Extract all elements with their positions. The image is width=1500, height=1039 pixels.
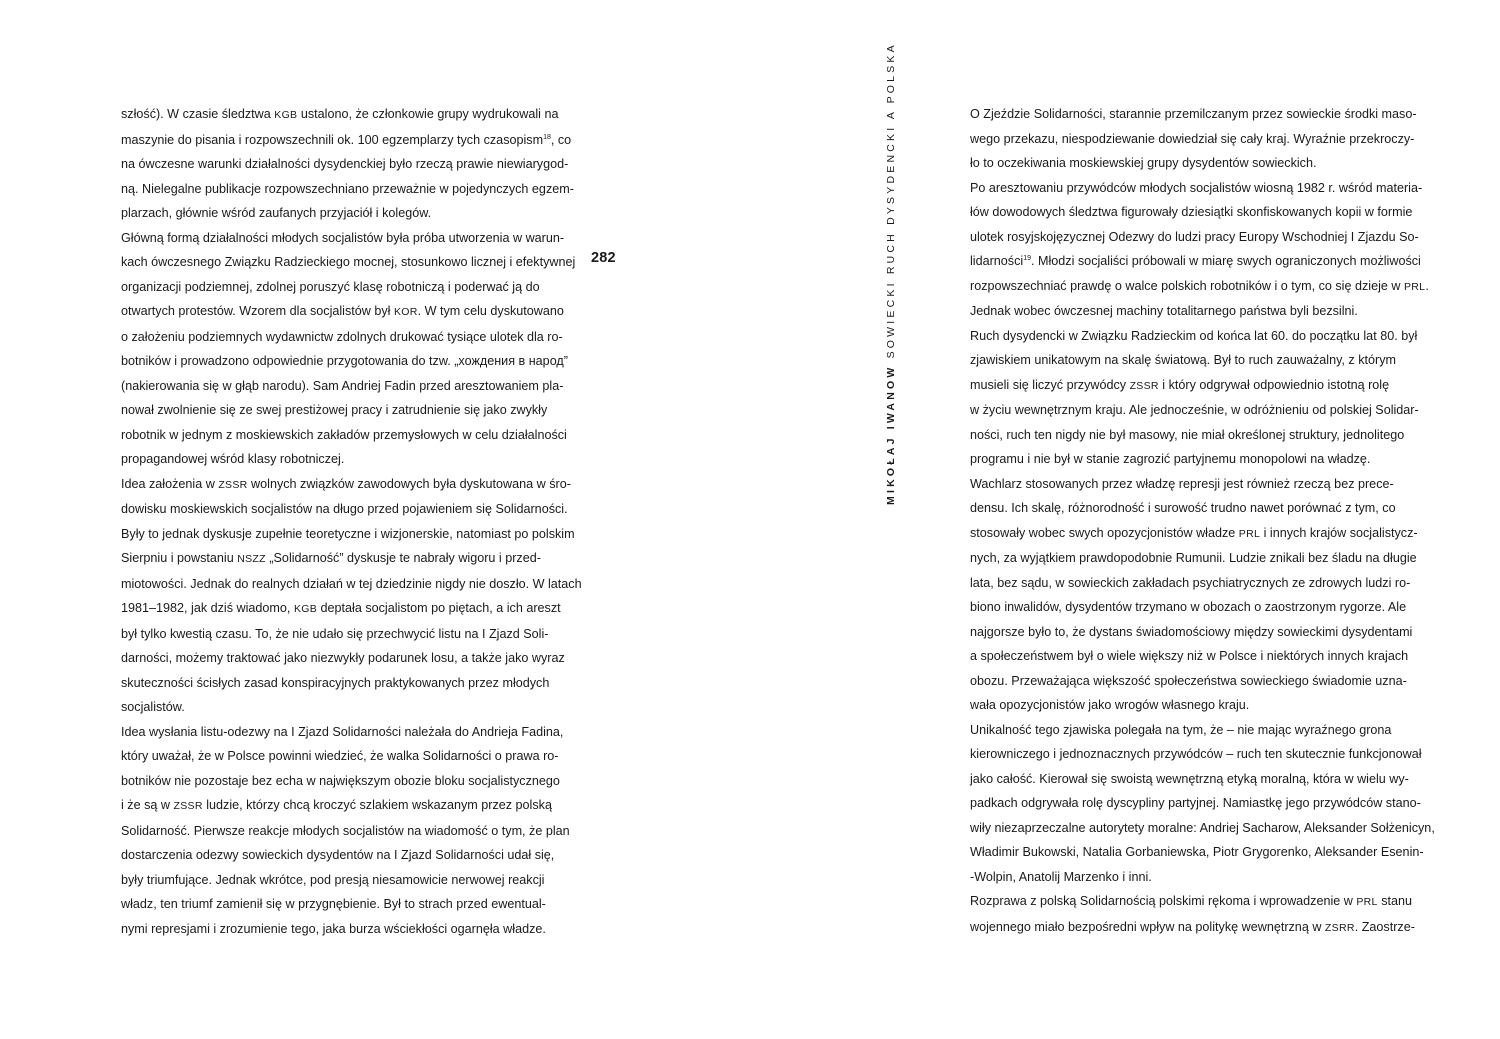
text-line (970, 373, 1390, 399)
abbreviation: PRL (1356, 896, 1378, 908)
text-line (121, 622, 549, 647)
text-run: najgorsze było to, że dystans świadomościowy między sowieckimi dysydentami (970, 624, 1413, 639)
text-line (970, 176, 1423, 201)
text-run: (nakierowania się w głąb narodu). Sam Andriej Fadin przed aresztowaniem pla- (121, 378, 564, 393)
text-line (970, 915, 1415, 941)
text-run: który uważał, że w Polsce powinni wiedzieć, że walka Solidarności o prawa ro- (121, 749, 559, 763)
text-run: Po aresztowaniu przywódców młodych socjalistów wiosną 1982 r. wśród materia- (970, 180, 1423, 195)
text-line (970, 767, 1409, 792)
text-line (970, 151, 1380, 176)
text-run: ną. Nielegalne publikacje rozpowszechniano przeważnie w pojedynczych egzem- (121, 181, 574, 196)
text-line (970, 324, 1418, 349)
text-line (970, 620, 1413, 645)
text-run: Ruch dysydencki w Związku Radzieckim od końca lat 60. do początku lat 80. był (970, 328, 1418, 343)
text-line (970, 200, 1413, 225)
right-page (750, 0, 1500, 1039)
text-run: dostarczenia odezwy sowieckich dysydentów na I Zjazd Solidarności udał się, (121, 848, 555, 862)
text-line (121, 325, 563, 350)
text-run: . Młodzi socjaliści próbowali w miarę swych ograniczonych możliwości (1031, 254, 1421, 268)
text-line (970, 718, 1392, 743)
text-line (970, 546, 1417, 571)
text-run: i innych krajów socjalistycz- (1260, 525, 1418, 540)
text-line (121, 646, 565, 671)
text-line (121, 275, 540, 300)
text-line (970, 127, 1415, 152)
text-line (121, 744, 559, 769)
text-run: Idea wysłania listu-odezwy na I Zjazd Solidarności należała do Andrieja Fadina, (121, 724, 564, 739)
text-run: nował zwolnienie się ze swej prestiżowej pracy i zatrudnienie się jako zwykły (121, 403, 548, 417)
text-run: Idea założenia w (121, 476, 219, 491)
text-line (970, 274, 1429, 300)
text-line (121, 868, 545, 893)
text-line (970, 816, 1435, 841)
text-line (121, 522, 575, 547)
text-run: socjalistów. (121, 700, 185, 714)
text-line (970, 472, 1394, 497)
text-run: Jednak wobec ówczesnej machiny totalitarnego państwa byli bezsilni. (970, 304, 1358, 318)
text-run: programu i nie był w stanie zagrozić partyjnemu monopolowi na władzę. (970, 452, 1371, 466)
text-run: botników nie pozostaje bez echa w największym obozie bloku socjalistycznego (121, 773, 560, 788)
text-line (121, 843, 555, 868)
text-run: wała opozycjonistów jako wrogów własnego kraju. (970, 698, 1250, 712)
page-number: 282 (591, 250, 616, 266)
abbreviation: NSZZ (237, 553, 266, 565)
text-run: ludzie, którzy chcą kroczyć szlakiem wskazanym przez polską (202, 798, 552, 812)
abbreviation: KOR (393, 306, 418, 318)
text-run: otwartych protestów. Wzorem dla socjalistów był (121, 304, 394, 318)
text-run: były triumfujące. Jednak wkrótce, pod presją niesamowicie nerwowej reakcji (121, 872, 545, 887)
text-run: na ówczesne warunki działalności dysydenckiej było rzeczą prawie niewiarygod- (121, 157, 569, 171)
text-run: Wachlarz stosowanych przez władzę represji jest również rzeczą bez prece- (970, 476, 1394, 491)
text-line (121, 720, 564, 745)
text-run: Sierpniu i powstaniu (121, 551, 238, 565)
text-line (970, 496, 1396, 521)
abbreviation: ZSSR (1129, 379, 1159, 392)
text-line (121, 572, 582, 597)
text-line (121, 819, 570, 844)
text-run: densu. Ich skalę, różnorodność i surowość trudno nawet porównać z tym, co (970, 501, 1396, 515)
text-run: wojennego miało bezpośredni wpływ na politykę wewnętrzną w (970, 919, 1325, 934)
text-run: 1981–1982, jak dziś wiadomo, (121, 601, 294, 615)
text-run: robotnik w jednym z moskiewskich zakładów przemysłowych w celu działalności (121, 427, 567, 442)
text-run: był tylko kwestią czasu. To, że nie udało się przechwycić listu na I Zjazd Soli- (121, 626, 549, 641)
text-line (121, 152, 569, 177)
text-run: plarzach, głównie wśród zaufanych przyjaciół i kolegów. (121, 206, 432, 220)
text-line (121, 497, 568, 522)
text-run: lata, bez sądu, w sowieckich zakładach psychiatrycznych ze zdrowych ludzi ro- (970, 575, 1411, 590)
left-body-text (121, 102, 582, 941)
right-body-text (970, 102, 1435, 940)
text-line (121, 374, 564, 399)
text-line (121, 447, 530, 472)
text-run: Unikalność tego zjawiska polegała na tym, że – nie mając wyraźnego grona (970, 722, 1392, 737)
text-run: władz, ten triumf zamienił się w przygnębienie. Był to strach przed ewentual- (121, 897, 546, 911)
text-run: szłość). W czasie śledztwa (121, 107, 275, 121)
text-line (121, 917, 546, 942)
text-line (121, 102, 559, 128)
footnote-ref: 19 (1023, 255, 1031, 262)
running-head-author: MIKOŁAJ IWANOW (885, 364, 897, 505)
text-line (970, 423, 1405, 448)
text-run: skuteczności ścisłych zasad konspiracyjnych praktykowanych przez młodych (121, 675, 550, 690)
text-run: nych, za wyjątkiem prawdopodobnie Rumunii. Ludzie znikali bez śladu na długie (970, 551, 1417, 565)
text-run: jako całość. Kierował się swoistą wewnętrzną etyką moralną, która w wielu wy- (970, 771, 1409, 786)
text-run: a społeczeństwem był o wiele większy niż w Polsce i niektórych innych krajach (970, 649, 1409, 663)
text-run: rozpowszechniać prawdę o walce polskich robotników i o tym, co się dzieje w (970, 278, 1404, 293)
text-line (970, 348, 1397, 373)
text-line (970, 644, 1409, 669)
text-run: Solidarność. Pierwsze reakcje młodych socjalistów na wiadomość o tym, że plan (121, 823, 570, 838)
text-line (970, 889, 1413, 915)
text-run: botników i prowadzono odpowiednie przygotowania do tzw. „хождения в народ” (121, 354, 568, 368)
text-run: obozu. Przeważająca większość społeczeństwa sowieckiego świadomie uzna- (970, 673, 1407, 688)
text-line (970, 102, 1417, 127)
text-line (121, 398, 548, 423)
abbreviation: KGB (274, 109, 298, 121)
text-run: dowisku moskiewskich socjalistów na długo przed pojawieniem się Solidarności. (121, 502, 568, 516)
text-run: padkach odgrywała rolę dyscypliny partyjnej. Namiastkę jego przywódców stano- (970, 796, 1421, 810)
text-run: w życiu wewnętrznym kraju. Ale jednocześnie, w odróżnieniu od polskiej Solidar- (970, 403, 1419, 417)
text-run: wiły niezaprzeczalne autorytety moralne: Andriej Sacharow, Aleksander Sołżenicyn, (970, 820, 1435, 835)
text-line (970, 398, 1419, 423)
text-run: wego przekazu, niespodziewanie dowiedział się cały kraj. Wyraźnie przekroczy- (970, 131, 1415, 146)
footnote-ref: 18 (543, 133, 551, 141)
text-line (121, 769, 560, 794)
text-run: . W tym celu dyskutowano (417, 304, 564, 318)
text-run: . (1425, 278, 1429, 293)
text-run: deptała socjalistom po piętach, a ich areszt (317, 601, 561, 615)
text-run: zjawiskiem unikatowym na skalę światową. Był to ruch zauważalny, z którym (970, 353, 1397, 367)
text-run: ustalono, że członkowie grupy wydrukowali na (297, 107, 559, 121)
text-line (970, 865, 1380, 890)
text-run: nymi represjami i zrozumienie tego, jaka burza wściekłości ogarnęła władze. (121, 921, 546, 936)
text-run: lidarności (970, 254, 1024, 268)
text-run: o założeniu podziemnych wydawnictw zdolnych drukować tysiące ulotek dla ro- (121, 329, 563, 344)
text-run: wolnych związków zawodowych była dyskutowana w śro- (247, 476, 571, 491)
text-line (121, 299, 564, 325)
text-line (121, 226, 565, 251)
text-run: stosowały wobec swych opozycjonistów władze (970, 525, 1239, 540)
running-head-title: SOWIECKI RUCH DYSYDENCKI A POLSKA (885, 42, 897, 359)
text-run: propagandowej wśród klasy robotniczej. (121, 452, 345, 466)
text-run: kach ówczesnego Związku Radzieckiego mocnej, stosunkowo licznej i efektywnej (121, 255, 576, 269)
text-line (970, 225, 1419, 250)
text-line (121, 177, 574, 202)
text-line (970, 840, 1424, 865)
text-line (121, 892, 546, 917)
abbreviation: PRL (1403, 280, 1426, 293)
text-line (121, 793, 552, 819)
text-line (121, 546, 541, 572)
abbreviation: ZSRR (1324, 921, 1355, 934)
abbreviation: KGB (293, 603, 318, 615)
text-line (121, 671, 550, 696)
text-run: Były to jednak dyskusje zupełnie teoretyczne i wizjonerskie, natomiast po polskim (121, 526, 575, 541)
text-run: O Zjeździe Solidarności, starannie przemilczanym przez sowieckie środki maso- (970, 107, 1417, 121)
abbreviation: ZSSR (218, 478, 248, 491)
text-run: ności, ruch ten nigdy nie był masowy, nie miał określonej struktury, jednolitego (970, 427, 1405, 442)
text-line (121, 596, 561, 622)
text-run: . Zaostrze- (1354, 919, 1415, 934)
text-run: Władimir Bukowski, Natalia Gorbaniewska, Piotr Grygorenko, Aleksander Esenin- (970, 845, 1424, 859)
abbreviation: ZSSR (173, 800, 203, 812)
text-line (970, 249, 1421, 274)
text-run: maszynie do pisania i rozpowszechnili ok. 100 egzemplarzy tych czasopism (121, 132, 544, 147)
text-run: biono inwalidów, dysydentów trzymano w obozach o zaostrzonym rygorze. Ale (970, 600, 1407, 614)
text-run: musieli się liczyć przywódcy (970, 377, 1130, 392)
text-run: organizacji podziemnej, zdolnej poruszyć klasę robotniczą i poderwać ją do (121, 279, 540, 294)
text-line (970, 791, 1421, 816)
text-line (121, 472, 571, 498)
text-line (970, 693, 1380, 718)
text-line (121, 349, 568, 374)
text-run: miotowości. Jednak do realnych działań w tej dziedzinie nigdy nie doszło. W latach (121, 576, 582, 591)
text-line (970, 521, 1418, 547)
text-run: darności, możemy traktować jako niezwykły podarunek losu, a także jako wyraz (121, 651, 565, 665)
text-line (970, 595, 1407, 620)
text-run: i że są w (121, 798, 174, 812)
text-line (970, 571, 1411, 596)
text-line (121, 695, 530, 720)
text-line (970, 299, 1380, 324)
text-run: Główną formą działalności młodych socjalistów była próba utworzenia w warun- (121, 230, 565, 245)
text-line (970, 447, 1380, 472)
text-run: „Solidarność” dyskusje te nabrały wigoru i przed- (265, 551, 541, 565)
text-line (121, 128, 572, 153)
text-run: Rozprawa z polską Solidarnością polskimi rękoma i wprowadzenie w (970, 894, 1357, 908)
abbreviation: PRL (1238, 527, 1261, 540)
text-line (121, 423, 567, 448)
text-run: ło to oczekiwania moskiewskiej grupy dysydentów sowieckich. (970, 156, 1317, 170)
text-run: i który odgrywał odpowiednio istotną rolę (1158, 377, 1390, 392)
text-run: -Wolpin, Anatolij Marzenko i inni. (970, 869, 1152, 884)
text-run: stanu (1377, 894, 1413, 908)
text-run: kierowniczego i jednoznacznych przywódców – ruch ten skutecznie funkcjonował (970, 747, 1422, 761)
text-run: , co (550, 132, 572, 147)
text-line (970, 669, 1407, 694)
text-run: łów dowodowych śledztwa figurowały dziesiątki skonfiskowanych kopii w formie (970, 205, 1413, 219)
text-line (121, 201, 530, 226)
text-line (121, 250, 576, 275)
text-run: ulotek rosyjskojęzycznej Odezwy do ludzi pracy Europy Wschodniej I Zjazdu So- (970, 229, 1419, 244)
text-line (970, 742, 1422, 767)
